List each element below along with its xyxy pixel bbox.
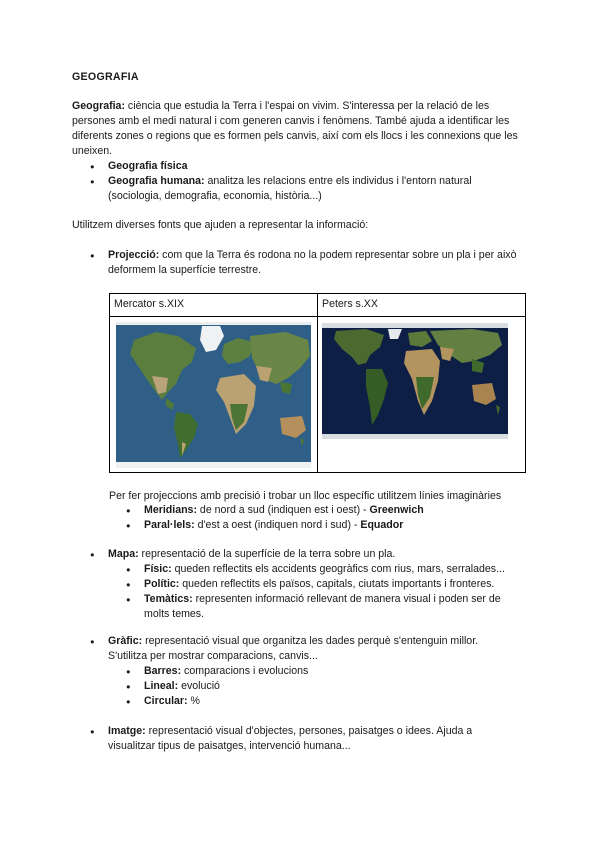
list-item — [108, 174, 528, 204]
map-types-list — [144, 562, 526, 622]
intro-term: Geografia: — [72, 100, 125, 112]
projection-text: com que la Terra és rodona no la podem representar sobre un pla i per això deformem la superfície terrestre. — [108, 249, 517, 276]
line-term: Meridians: — [144, 504, 197, 516]
map-list — [108, 547, 528, 562]
list-item — [108, 724, 508, 754]
projection-term: Projecció: — [108, 249, 160, 261]
mercator-map-image — [116, 322, 311, 468]
line-reference: Equador — [360, 519, 404, 531]
branches-list — [108, 159, 528, 204]
image-text: representació visual d'objectes, persones, paisatges o idees. Ajuda a visualitzar tipus de paisatges, intervenció humana... — [108, 725, 473, 752]
projection-list — [108, 248, 528, 278]
map-type-text: queden reflectits els accidents geogràfics com rius, mars, serralades... — [171, 563, 505, 575]
list-item — [144, 518, 534, 533]
graph-list — [108, 634, 510, 664]
peters-map-icon — [322, 323, 508, 439]
table-divider — [110, 316, 525, 317]
list-item — [144, 577, 526, 592]
map-type-term: Polític: — [144, 578, 180, 590]
image-term: Imatge: — [108, 725, 146, 737]
graph-type-text: comparacions i evolucions — [181, 665, 309, 677]
branch-term: Geografia humana: — [108, 175, 205, 187]
lines-intro: Per fer projeccions amb precisió i trobar un lloc específic utilitzem línies imaginàries — [109, 490, 502, 502]
list-item — [144, 562, 526, 577]
list-item — [144, 694, 524, 709]
line-text: d'est a oest (indiquen nord i sud) - — [194, 519, 361, 531]
table-divider — [317, 294, 318, 472]
intro-text: ciència que estudia la Terra i l'espai on vivim. S'interessa per la relació de les persones amb el medi natural i com generen canvis i fenòmens. També ajuda a identificar les diferents zones o regions que es formen pels canvis, així com els llocs i les connexions que les uneixen. — [72, 100, 518, 157]
map-term: Mapa: — [108, 548, 139, 560]
list-item — [108, 634, 510, 664]
graph-term: Gràfic: — [108, 635, 143, 647]
image-list — [108, 724, 508, 754]
list-item — [108, 159, 528, 174]
branch-text: analitza les relacions entre els individus i l'entorn natural (sociologia, demografia, economia, història...) — [108, 175, 472, 202]
intro-paragraph — [72, 99, 524, 159]
lines-list — [144, 503, 534, 533]
list-item — [144, 679, 524, 694]
map-type-term: Físic: — [144, 563, 172, 575]
list-item — [144, 592, 526, 622]
list-item — [144, 664, 524, 679]
page-title: GEOGRAFIA — [72, 71, 139, 83]
list-item — [108, 248, 528, 278]
map-type-term: Temàtics: — [144, 593, 193, 605]
graph-type-term: Barres: — [144, 665, 182, 677]
branch-term: Geografia física — [108, 160, 188, 172]
graph-type-text: evolució — [178, 680, 220, 692]
table-header-peters: Peters s.XX — [322, 298, 378, 310]
line-text: de nord a sud (indiquen est i oest) - — [196, 504, 370, 516]
mercator-map-icon — [116, 322, 311, 468]
graph-type-term: Lineal: — [144, 680, 179, 692]
line-reference: Greenwich — [369, 504, 424, 516]
list-item — [108, 547, 528, 562]
graph-types-list — [144, 664, 524, 709]
graph-text: representació visual que organitza les dades perquè s'entenguin millor. S'utilitza per mostrar comparacions, canvis... — [108, 635, 479, 662]
graph-type-text: % — [187, 695, 200, 707]
map-type-text: representen informació rellevant de manera visual i poden ser de molts temes. — [144, 593, 501, 620]
table-header-mercator: Mercator s.XIX — [114, 298, 185, 310]
peters-map-image — [322, 323, 508, 439]
sources-intro: Utilitzem diverses fonts que ajuden a representar la informació: — [72, 219, 369, 231]
list-item — [144, 503, 534, 518]
map-text: representació de la superfície de la terra sobre un pla. — [138, 548, 396, 560]
graph-type-term: Circular: — [144, 695, 188, 707]
line-term: Paral·lels: — [144, 519, 195, 531]
map-type-text: queden reflectits els països, capitals, ciutats importants i fronteres. — [179, 578, 495, 590]
